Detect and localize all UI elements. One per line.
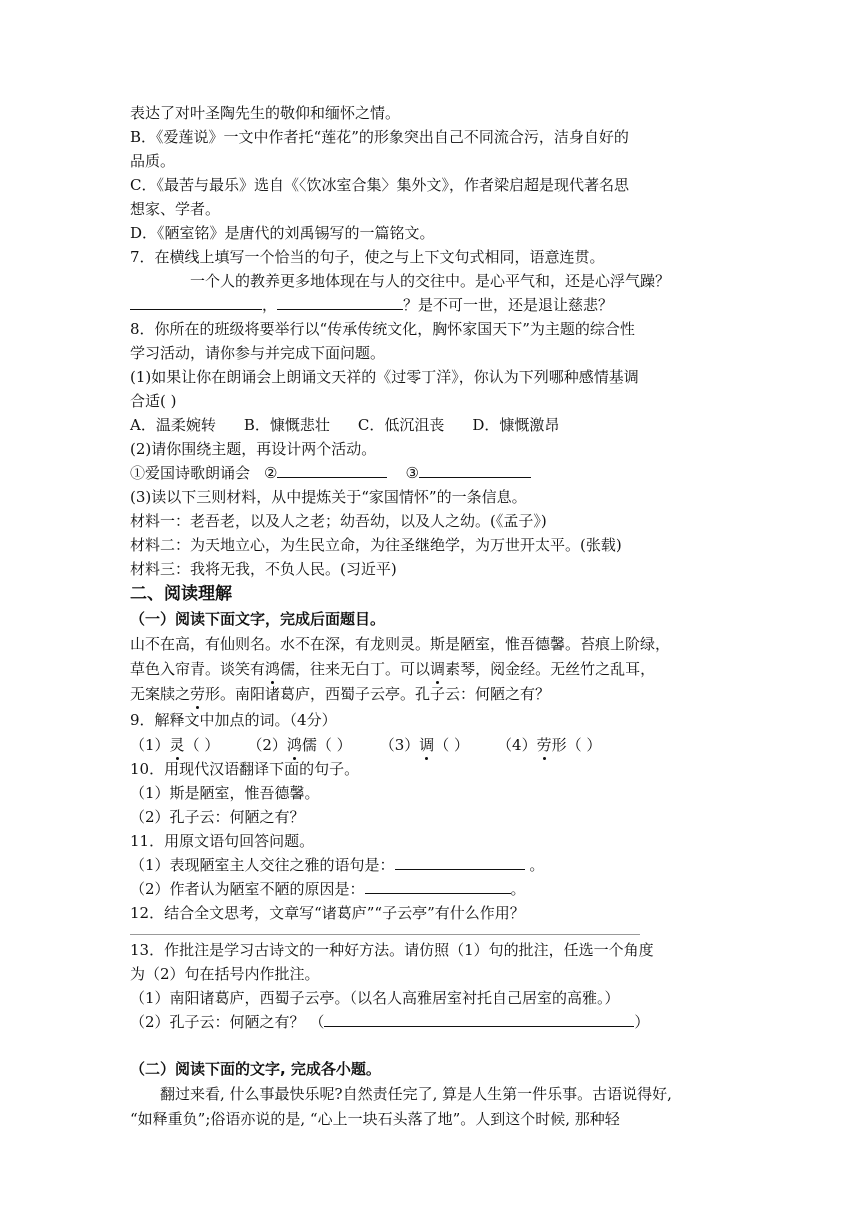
question-13: 13．作批注是学习古诗文的一种好方法。请仿照（1）句的批注，任选一个角度 [130,941,654,959]
question-10-1: （1）斯是陋室，惟吾德馨。 [130,784,320,802]
question-8-1: (1)如果让你在朗诵会上朗诵文天祥的《过零丁洋》，你认为下列哪种感情基调 [130,368,639,386]
question-10: 10．用现代汉语翻译下面的句子。 [130,760,360,778]
answer-blank[interactable] [277,293,403,310]
question-7-context: 一个人的教养更多地体现在与人的交往中。是心平气和，还是心浮气躁？ [190,272,671,290]
question-11-1: （1）表现陋室主人交往之雅的语句是： 。 [130,853,544,877]
option-b: B．《爱莲说》一文中作者托“莲花”的形象突出自己不同流合污，洁身自好的 [130,128,629,146]
answer-blank[interactable] [365,877,511,894]
answer-blank[interactable] [324,1010,634,1027]
question-12: 12．结合全文思考，文章写“诸葛庐”“子云亭”有什么作用？ [130,904,525,922]
question-13-2: （2）孔子云：何陋之有？ （ ） [130,1010,649,1034]
question-7: 7．在横线上填写一个恰当的句子，使之与上下文句式相同，语意连贯。 [130,248,605,266]
text-line: 学习活动，请你参与并完成下面问题。 [130,344,386,362]
question-9-items: （1）灵（ ） （2）鸿儒（ ） （3）调（ ） （4）劳形（ ） [130,733,601,757]
subsection-heading: （二）阅读下面的文字, 完成各小题。 [130,1060,381,1078]
choice-options [130,413,559,437]
choice-a[interactable]: A．温柔婉转 [130,416,216,434]
section-heading: 二、阅读理解 [130,584,232,604]
answer-blank[interactable] [130,293,262,310]
choice-d[interactable]: D．慷慨激昂 [472,416,560,434]
subsection-heading: （一）阅读下面文字，完成后面题目。 [130,610,386,628]
passage-line: 山不在高，有仙则名。水不在深，有龙则灵。斯是陋室，惟吾德馨。苔痕上阶绿， [130,635,671,653]
material-1: 材料一：老吾老，以及人之老；幼吾幼，以及人之幼。(《孟子》) [130,512,547,530]
passage-line: 翻过来看, 什么事最快乐呢?自然责任完了, 算是人生第一件乐事。古语说得好, [160,1085,672,1103]
choice-b[interactable]: B．慷慨悲壮 [243,416,330,434]
question-10-2: （2）孔子云：何陋之有？ [130,808,305,826]
question-8-2: (2)请你围绕主题，再设计两个活动。 [130,440,377,458]
passage-line: “如释重负”;俗语亦说的是, “心上一块石头落了地”。人到这个时候, 那种轻 [130,1110,620,1128]
answer-blank[interactable] [277,461,387,478]
question-8-3: (3)读以下三则材料，从中提炼关于“家国情怀”的一条信息。 [130,488,527,506]
question-11-2: （2）作者认为陋室不陋的原因是： 。 [130,877,526,901]
choice-c[interactable]: C．低沉沮丧 [357,416,445,434]
answer-line[interactable] [130,934,640,935]
question-9: 9．解释文中加点的词。（4分） [130,711,337,729]
question-13-1: （1）南阳诸葛庐，西蜀子云亭。（以名人高雅居室衬托自己居室的高雅。） [130,989,620,1007]
answer-blank[interactable] [395,853,525,870]
activity-list: ①爱国诗歌朗诵会 ② ③ [130,461,531,485]
text-line: 为（2）句在括号内作批注。 [130,965,320,983]
question-8: 8．你所在的班级将要举行以“传承传统文化，胸怀家国天下”为主题的综合性 [130,320,635,338]
question-11: 11．用原文语句回答问题。 [130,832,315,850]
text-line: 合适( ) [130,392,177,410]
option-c: C．《最苦与最乐》选自《〈饮冰室合集〉集外文》，作者梁启超是现代著名思 [130,176,629,194]
material-3: 材料三：我将无我，不负人民。(习近平) [130,560,397,578]
text-line: 品质。 [130,152,176,170]
passage-line: 无案牍之劳形。南阳诸葛庐，西蜀子云亭。孔子云：何陋之有？ [130,682,550,706]
text-line: 想家、学者。 [130,200,221,218]
answer-blank[interactable] [419,461,531,478]
text-line: 表达了对叶圣陶先生的敬仰和缅怀之情。 [130,104,401,122]
question-7-blanks: ， ？是不可一世，还是退让慈悲？ [130,293,613,317]
material-2: 材料二：为天地立心，为生民立命，为往圣继绝学，为万世开太平。(张载) [130,536,622,554]
passage-line: 草色入帘青。谈笑有鸿儒，往来无白丁。可以调素琴，阅金经。无丝竹之乱耳， [130,657,655,681]
option-d: D．《陋室铭》是唐代的刘禹锡写的一篇铭文。 [130,224,435,242]
